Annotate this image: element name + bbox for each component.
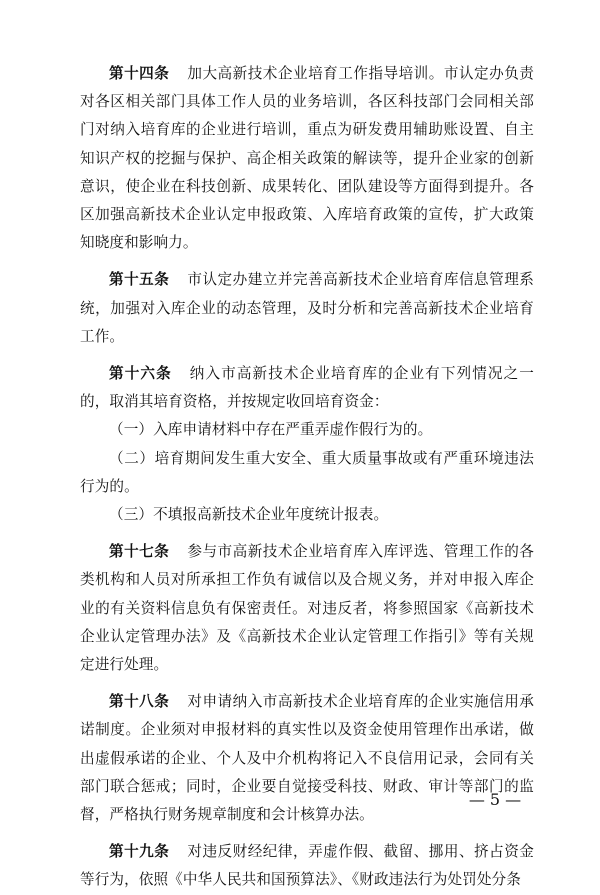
article-19 bbox=[80, 838, 534, 894]
article-14 bbox=[80, 60, 534, 257]
document-body bbox=[80, 60, 534, 895]
article-text: 加大高新技术企业培育工作指导培训。市认定办负责对各区相关部门具体工作人员的业务培训，各区科技部门会同相关部门对纳入培育库的企业进行培训，重点为研发费用辅助账设置、自主知识产权的挖掘与保护、高企相关政策的解读等，提升企业家的创新意识，使企业在科技创新、成果转化、团队建设等方面得到提升。各区加强高新技术企业认定申报政策、入库培育政策的宣传，扩大政策知晓度和影响力。 bbox=[80, 65, 534, 252]
article-number: 第十八条 bbox=[109, 693, 170, 711]
article-number: 第十九条 bbox=[109, 843, 170, 861]
page-number: — 5 — bbox=[468, 790, 522, 809]
article-16 bbox=[80, 360, 534, 416]
article-number: 第十五条 bbox=[109, 271, 170, 289]
article-15 bbox=[80, 266, 534, 351]
article-number: 第十四条 bbox=[109, 65, 170, 82]
article-text: 纳入市高新技术企业培育库的企业有下列情况之一的，取消其培育资格，并按规定收回培育资金： bbox=[80, 365, 535, 411]
article-text: 市认定办建立并完善高新技术企业培育库信息管理系统，加强对入库企业的动态管理，及时分析和完善高新技术企业培育工作。 bbox=[80, 271, 534, 345]
article-text: 对申请纳入市高新技术企业培育库的企业实施信用承诺制度。企业须对申报材料的真实性以及资金使用管理作出承诺，做出虚假承诺的企业、个人及中介机构将记入不良信用记录，会同有关部门联合惩戒；同时，企业要自觉接受科技、财政、审计等部门的监督，严格执行财务规章制度和会计核算办法。 bbox=[80, 693, 534, 824]
list-item: （二）培育期间发生重大安全、重大质量事故或有严重环境违法行为的。 bbox=[80, 449, 534, 495]
article-number: 第十七条 bbox=[109, 543, 170, 561]
article-text: 对违反财经纪律，弄虚作假、截留、挪用、挤占资金等行为，依照《中华人民共和国预算法》、《财政违法行为处罚处分条 bbox=[80, 843, 534, 889]
article-text: 参与市高新技术企业培育库入库评选、管理工作的各类机构和人员对所承担工作负有诚信以及合规义务，并对申报入库企业的有关资料信息负有保密责任。对违反者，将参照国家《高新技术企业认定管理办法》及《高新技术企业认定管理工作指引》等有关规定进行处理。 bbox=[80, 543, 534, 674]
list-item: （一）入库申请材料中存在严重弄虚作假行为的。 bbox=[109, 421, 433, 439]
list-item: （三）不填报高新技术企业年度统计报表。 bbox=[109, 506, 389, 524]
article-17 bbox=[80, 538, 534, 679]
article-number: 第十六条 bbox=[109, 365, 172, 383]
